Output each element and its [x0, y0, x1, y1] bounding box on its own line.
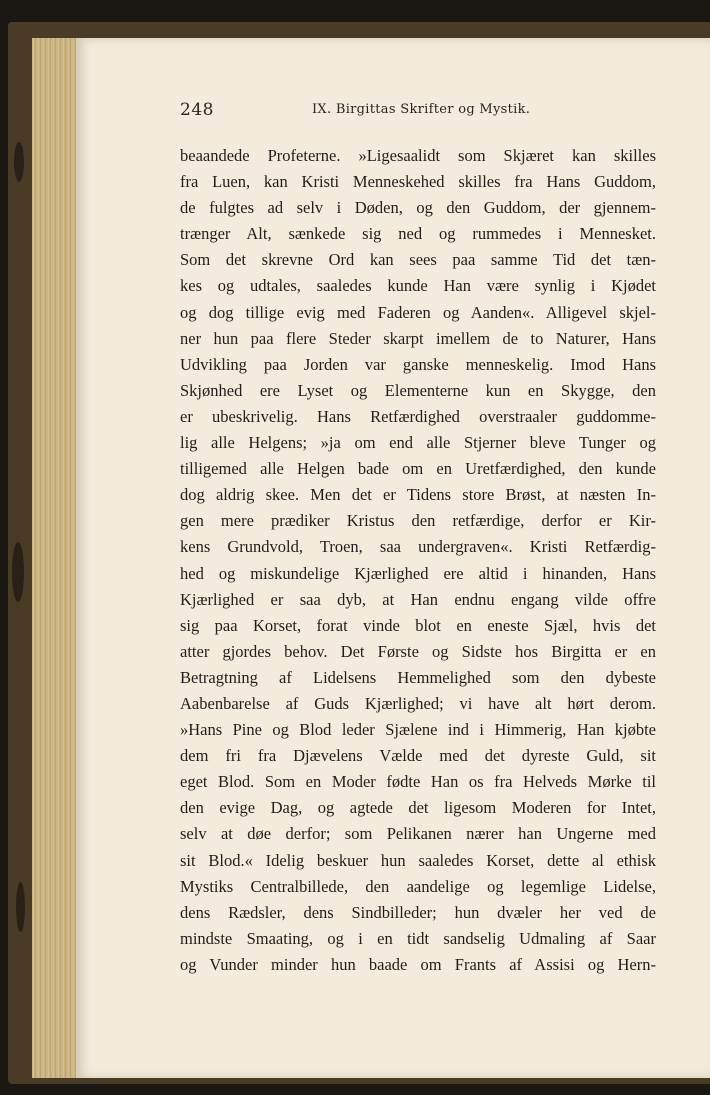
text-line: sig paa Korset, forat vinde blot en eneste Sjæl, hvis det	[180, 615, 656, 635]
text-line: Aabenbarelse af Guds Kjærlighed; vi have alt hørt derom.	[180, 693, 656, 713]
text-line: og dog tillige evig med Faderen og Aanden«. Alligevel skjel-	[180, 302, 656, 322]
text-line: og Vunder minder hun baade om Frants af Assisi og Hern-	[180, 954, 656, 974]
text-line: dog aldrig skee. Men det er Tidens store Brøst, at næsten In-	[180, 485, 656, 505]
text-line: Udvikling paa Jorden var ganske menneskelig. Imod Hans	[180, 354, 656, 374]
page-number: 248	[180, 100, 214, 120]
text-line: »Hans Pine og Blod leder Sjælene ind i Himmerig, Han kjøbte	[180, 720, 656, 740]
running-head	[180, 100, 660, 124]
text-line: Kjærlighed er saa dyb, at Han endnu engang vilde offre	[180, 589, 656, 609]
text-line: sit Blod.« Idelig beskuer hun saaledes Korset, dette al ethisk	[180, 850, 656, 870]
text-line: er ubeskrivelig. Hans Retfærdighed overstraaler guddomme-	[180, 406, 656, 426]
text-line: mindste Smaating, og i en tidt sandselig Udmaling af Saar	[180, 928, 656, 948]
text-line: kes og udtales, saaledes kunde Han være synlig i Kjødet	[180, 276, 656, 296]
text-line: fra Luen, kan Kristi Menneskehed skilles fra Hans Guddom,	[180, 172, 656, 192]
text-line: den evige Dag, og agtede det ligesom Moderen for Intet,	[180, 798, 656, 818]
cover-wear-mark	[16, 882, 25, 932]
chapter-title: IX. Birgittas Skrifter og Mystik.	[312, 102, 531, 117]
text-line: kens Grundvold, Troen, saa undergraven«. Kristi Retfærdig-	[180, 537, 656, 557]
text-line: dem fri fra Djævelens Vælde med det dyreste Guld, sit	[180, 746, 656, 766]
text-line: selv at døe derfor; som Pelikanen nærer han Ungerne med	[180, 824, 656, 844]
text-line: eget Blod. Som en Moder fødte Han os fra Helveds Mørke til	[180, 772, 656, 792]
page-block-edge	[32, 38, 78, 1078]
text-line: beaandede Profeterne. »Ligesaalidt som Skjæret kan skilles	[180, 146, 656, 165]
body-text	[180, 143, 656, 978]
text-line: hed og miskundelige Kjærlighed ere altid i hinanden, Hans	[180, 563, 656, 583]
text-line: dens Rædsler, dens Sindbilleder; hun dvæler her ved de	[180, 902, 656, 922]
text-line: Som det skrevne Ord kan sees paa samme Tid det tæn-	[180, 250, 656, 270]
text-line: Betragtning af Lidelsens Hemmelighed som den dybeste	[180, 667, 656, 687]
text-line: tilligemed alle Helgen bade om en Uretfærdighed, den kunde	[180, 459, 656, 479]
text-line: trænger Alt, sænkede sig ned og rummedes i Mennesket.	[180, 224, 656, 244]
text-line: Skjønhed ere Lyset og Elementerne kun en Skygge, den	[180, 380, 656, 400]
cover-wear-mark	[14, 142, 24, 182]
text-line: ner hun paa flere Steder skarpt imellem de to Naturer, Hans	[180, 328, 656, 348]
cover-wear-mark	[12, 542, 24, 602]
text-line: de fulgtes ad selv i Døden, og den Guddom, der gjennem-	[180, 198, 656, 218]
text-line: atter gjordes behov. Det Første og Sidste hos Birgitta er en	[180, 641, 656, 661]
text-line: lig alle Helgens; »ja om end alle Stjerner bleve Tunger og	[180, 433, 656, 453]
text-line: gen mere prædiker Kristus den retfærdige, derfor er Kir-	[180, 511, 656, 531]
text-line: Mystiks Centralbillede, den aandelige og legemlige Lidelse,	[180, 876, 656, 896]
